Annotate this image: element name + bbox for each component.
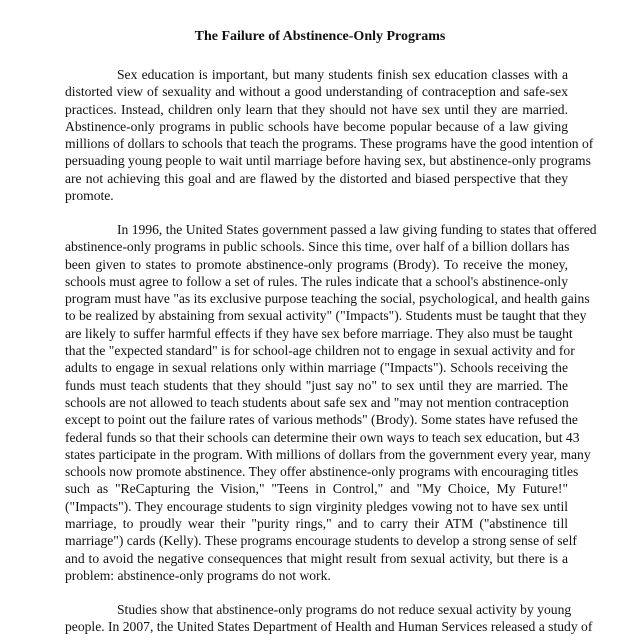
text-line: to be realized by abstaining from sexual activity" ("Impacts"). Students must be taught that they bbox=[65, 308, 587, 324]
text-line: schools are not allowed to teach students about safe sex and "may not mention contraception bbox=[65, 394, 569, 410]
text-line: millions of dollars to schools that teach the programs. These programs have the good intention of bbox=[65, 136, 594, 152]
text-line: federal funds so that their schools can determine their own ways to teach sex education, but 43 bbox=[65, 429, 580, 445]
text-line: are likely to suffer harmful effects if they have sex before marriage. They also must be taught bbox=[65, 325, 573, 341]
text-line: are not achieving this goal and are flawed by the distorted and biased perspective that they bbox=[65, 170, 568, 186]
text-line: and to avoid the negative consequences that might result from sexual activity, but there is a bbox=[65, 550, 568, 566]
text-line: such as "ReCapturing the Vision," "Teens in Control," and "My Choice, My Future!" bbox=[65, 481, 568, 497]
text-line: Abstinence-only programs in public schools have become popular because of a law giving bbox=[65, 118, 568, 134]
text-line: distorted view of sexuality and without a good understanding of contraception and safe-sex bbox=[65, 84, 568, 100]
text-line: except to point out the failure rates of various methods" (Brody). Some states have refused the bbox=[65, 412, 578, 428]
text-line: that the "expected standard" is for school-age children not to engage in sexual activity and for bbox=[65, 343, 575, 359]
text-line: marriage") cards (Kelly). These programs encourage students to develop a strong sense of self bbox=[65, 533, 577, 549]
text-line: persuading young people to wait until marriage before having sex, but abstinence-only programs bbox=[65, 153, 591, 169]
text-line: program must have "as its exclusive purpose teaching the social, psychological, and health gains bbox=[65, 291, 590, 307]
text-line: practices. Instead, children only learn that they should not have sex until they are married. bbox=[65, 101, 568, 117]
text-line: funds must teach students that they should "just say no" to sex until they are married. The bbox=[65, 377, 568, 393]
text-line: been given to states to promote abstinence-only programs (Brody). To receive the money, bbox=[65, 256, 568, 272]
text-line: Studies show that abstinence-only programs do not reduce sexual activity by young bbox=[117, 602, 572, 617]
text-line: people. In 2007, the United States Department of Health and Human Services released a study of bbox=[65, 619, 593, 635]
text-line: promote. bbox=[65, 188, 114, 204]
text-line: states participate in the program. With millions of dollars from the government every year, many bbox=[65, 446, 591, 462]
text-line: schools must agree to follow a set of rules. The rules indicate that a school's abstinence-only bbox=[65, 273, 568, 289]
text-line: marriage, to proudly wear their "purity rings," and to carry their ATM ("abstinence till bbox=[65, 516, 568, 532]
text-line: ("Impacts"). They encourage students to sign virginity pledges vowing not to have sex until bbox=[65, 498, 568, 514]
paragraph-studies bbox=[65, 601, 593, 636]
text-line: adults to engage in sexual relations only within marriage ("Impacts"). Schools receiving the bbox=[65, 360, 568, 376]
text-line: abstinence-only programs in public schools. Since this time, over half of a billion dollars has bbox=[65, 239, 570, 255]
text-line: schools now promote abstinence. They offer abstinence-only programs with encouraging titles bbox=[65, 464, 579, 480]
text-line: Sex education is important, but many students finish sex education classes with a bbox=[117, 67, 568, 82]
text-line: In 1996, the United States government passed a law giving funding to states that offered bbox=[117, 222, 597, 237]
paragraph-introduction bbox=[65, 66, 594, 204]
paragraph-background bbox=[65, 221, 597, 584]
text-line: problem: abstinence-only programs do not work. bbox=[65, 567, 331, 583]
document-title: The Failure of Abstinence-Only Programs bbox=[194, 29, 446, 44]
